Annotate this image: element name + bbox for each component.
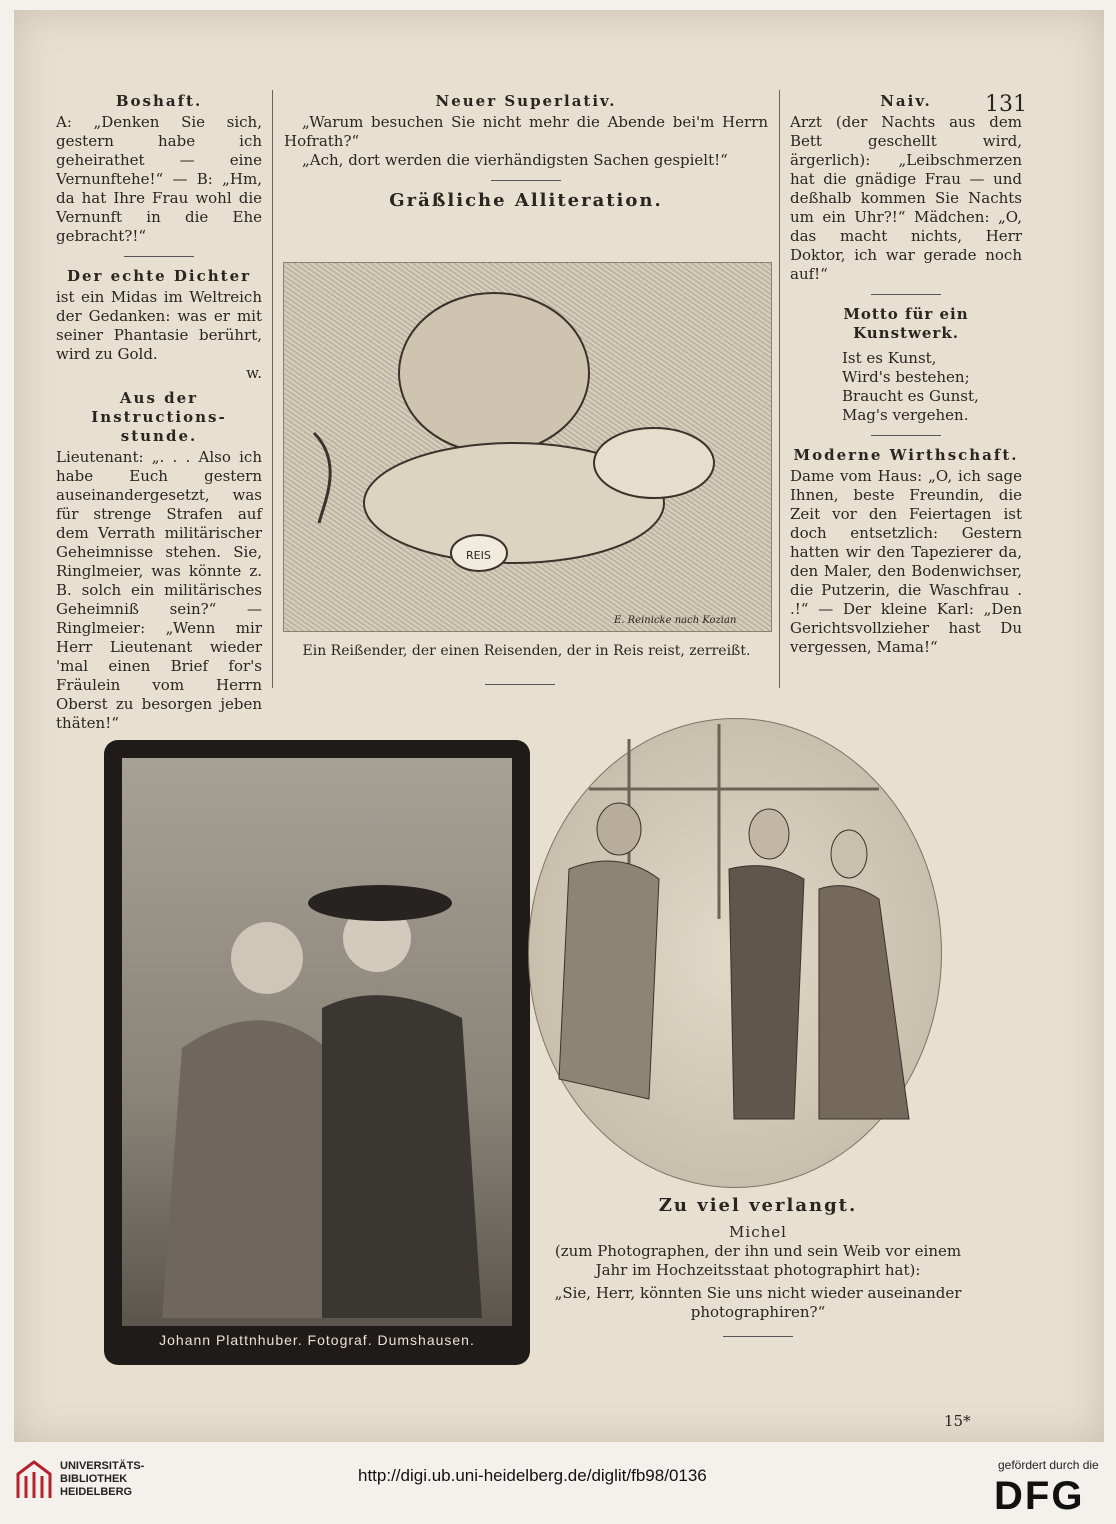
bottom-quote: „Sie, Herr, könnten Sie uns nicht wieder auseinander photographiren?“ [554,1284,962,1321]
divider [124,256,194,257]
lion-illustration [283,262,772,632]
right-column [790,92,1022,657]
motto-line: Ist es Kunst, [842,349,937,367]
bottom-speaker: Michel [729,1223,787,1241]
dichter-text: ist ein Midas im Weltreich der Gedanken: was er mit seiner Phantasie berührt, wird zu Gold. [56,288,262,363]
column-rule-right [779,90,780,688]
dichter-title: Der echte Dichter [66,267,252,285]
boshaft-text: A: „Denken Sie sich, gestern habe ich geheirathet — eine Vernunftehe!“ — B: „Hm, da hat Ihre Frau wohl die Vernunft in die Ehe gebracht?!“ [56,113,262,245]
couple-drawing [122,758,512,1326]
instruction-text: Lieutenant: „. . . Also ich habe Euch gestern auseinandergesetzt, was für strenge Strafen auf dem Verrath militärischer Geheimnisse stehen. Sie, Ringlmeier, was könnte z. B. solch ein militärisches Geheimniß sein?“ — Ringlmeier: „Wenn mir Herr Lieutenant wieder 'mal einen Brief for's Fräulein vom Herrn Oberst zu besorgen jeben thäten!“ [56,448,262,732]
wedding-photo [122,758,512,1326]
superlativ-p1: „Warum besuchen Sie nicht mehr die Abende bei'm Herrn Hofrath?“ [284,113,768,150]
dichter-signature: w. [246,364,262,382]
source-url-link[interactable]: http://digi.ub.uni-heidelberg.de/diglit/fb98/0136 [358,1466,707,1485]
artist-signature: E. Reinicke nach Kozian [614,615,737,626]
funding-note: gefördert durch die [998,1458,1099,1472]
bottom-joke [548,1196,968,1347]
motto-title: Motto für ein Kunstwerk. [843,305,969,342]
studio-drawing [529,719,941,1187]
naiv-text: Arzt (der Nachts aus dem Bett geschellt wird, ärgerlich): „Leibschmerzen hat die gnädige Frau — und deßhalb kommen Sie Nachts um ein Uhr?!“ Mädchen: „O, das macht nichts, Herr Doktor, ich war gerade noch auf!“ [790,113,1022,283]
photographer-studio-illustration [528,718,942,1188]
library-name-line: BIBLIOTHEK [60,1473,128,1485]
bottom-title: Zu viel verlangt. [658,1195,858,1216]
middle-column [284,92,768,212]
sheet-mark: 15* [944,1412,971,1430]
motto-line: Mag's vergehen. [842,406,969,424]
library-logo-icon [14,1458,54,1500]
wirthschaft-title: Moderne Wirthschaft. [793,446,1019,464]
superlativ-title: Neuer Superlativ. [435,92,617,110]
bottom-stage-direction: (zum Photographen, der ihn und sein Weib vor einem Jahr im Hochzeitsstaat photographirt hat): [554,1242,962,1279]
wedding-photo-card [104,740,530,1365]
library-name [60,1460,144,1499]
lion-caption: Ein Reißender, der einen Reisenden, der in Reis reist, zerreißt. [302,643,751,659]
rice-sack-label: REIS [466,549,491,562]
lion-drawing [284,263,771,631]
motto-line: Braucht es Gunst, [842,387,979,405]
motto-verse [842,349,1022,425]
wirthschaft-text: Dame vom Haus: „O, ich sage Ihnen, beste Freundin, die Zeit vor den Feiertagen ist doch entsetzlich: Gestern hatten wir den Tapezierer da, den Maler, den Bodenwichser, die Putzerin, die Waschfrau . .!“ — Der kleine Karl: „Den Gerichtsvollzieher hast Du vergessen, Mama!“ [790,467,1022,656]
instruction-title: Aus der Instructions-stunde. [91,389,227,445]
divider [491,180,561,181]
divider [723,1336,793,1337]
column-rule-left [272,90,273,688]
library-name-line: UNIVERSITÄTS- [60,1460,145,1472]
motto-line: Wird's bestehen; [842,368,970,386]
boshaft-title: Boshaft. [115,92,203,110]
divider [871,435,941,436]
alliteration-title: Gräßliche Alliteration. [389,190,663,211]
naiv-title: Naiv. [880,92,932,110]
page-number: 131 [985,92,1027,117]
photographer-imprint: Johann Plattnhuber. Fotograf. Dumshausen. [159,1332,475,1348]
divider [485,684,555,685]
left-column [56,92,262,754]
dfg-logo: DFG [994,1474,1085,1518]
superlativ-p2: „Ach, dort werden die vierhändigsten Sachen gespielt!“ [302,151,728,169]
library-name-line: HEIDELBERG [60,1486,133,1498]
divider [871,294,941,295]
